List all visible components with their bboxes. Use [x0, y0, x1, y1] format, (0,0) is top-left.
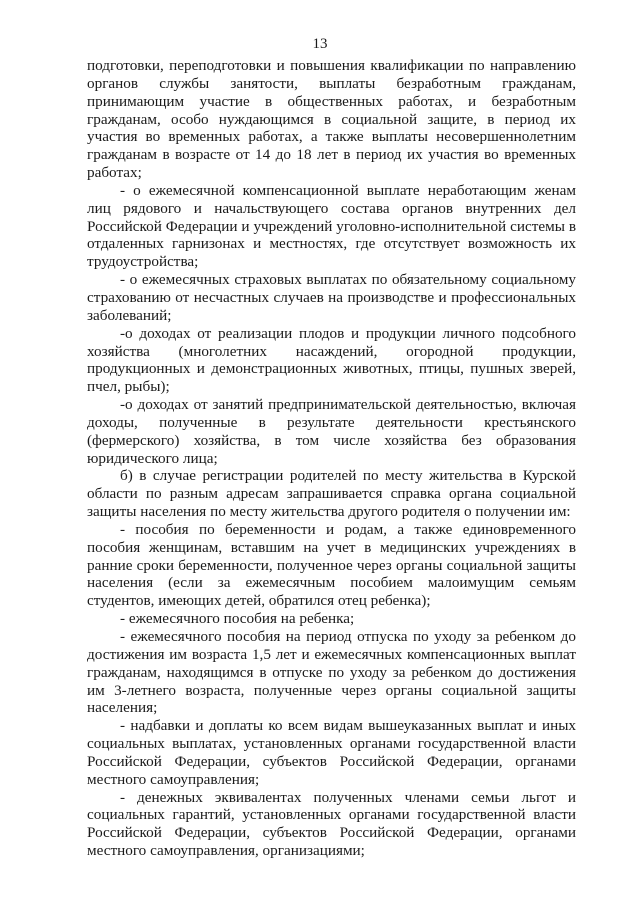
paragraph-household-income: -о доходах от реализации плодов и продукции личного подсобного хозяйства (многолетних насаждений, огородной продукции, продукционных и демонстрационных животных, птицы, пушных зверей, пчел, рыбы);: [87, 324, 576, 396]
paragraph-insurance-payments: - о ежемесячных страховых выплатах по обязательному социальному страхованию от несчастных случаев на производстве и профессиональных заболеваний;: [87, 271, 576, 324]
document-body: [87, 57, 576, 860]
paragraph-childcare-leave: - ежемесячного пособия на период отпуска по уходу за ребенком до достижения им возраста 1,5 лет и ежемесячных компенсационных выплат гражданам, находящимся в отпуске по уходу за ребенком до достижения им 3-летнего возраста, полученные через органы социальной защиты населения;: [87, 628, 576, 717]
paragraph-child-benefit: - ежемесячного пособия на ребенка;: [120, 610, 355, 628]
page-number: 13: [312, 36, 328, 52]
paragraph-monetary-equivalents: - денежных эквивалентах полученных членами семьи льгот и социальных гарантий, установленных органами государственной власти Российской Федерации, субъектов Российской Федерации, органами местного самоуправления, организациями;: [87, 788, 576, 860]
paragraph-compensation-wives: - о ежемесячной компенсационной выплате неработающим женам лиц рядового и начальствующего состава органов внутренних дел Российской Федерации и учреждений уголовно-исполнительной системы в отдаленных гарнизонах и местностях, где отсутствует возможность их трудоустройства;: [87, 181, 576, 271]
paragraph-maternity-benefit: - пособия по беременности и родам, а также единовременного пособия женщинам, вставшим на учет в медицинских учреждениях в ранние сроки беременности, полученное через органы социальной защиты населения (если за ежемесячным пособием малоимущим семьям студентов, имеющих детей, обратился отец ребенка);: [87, 520, 576, 610]
paragraph-continuation: подготовки, переподготовки и повышения квалификации по направлению органов службы занятости, выплаты безработным гражданам, принимающим участие в общественных работах, и безработным гражданам, особо нуждающимся в социальной защите, в период их участия во временных работах, а также выплаты несовершеннолетним гражданам в возрасте от 14 до 18 лет в период их участия во временных работах;: [87, 57, 576, 182]
paragraph-registration-case: б) в случае регистрации родителей по месту жительства в Курской области по разным адресам запрашивается справка органа социальной защиты населения по месту жительства другого родителя о получении им:: [87, 467, 576, 521]
paragraph-supplements: - надбавки и доплаты ко всем видам вышеуказанных выплат и иных социальных выплатах, установленных органами государственной власти Российской Федерации, субъектов Российской Федерации, органами местного самоуправления;: [87, 717, 576, 788]
paragraph-business-income: -о доходах от занятий предпринимательской деятельностью, включая доходы, полученные в результате деятельности крестьянского (фермерского) хозяйства, в том числе хозяйства без образования юридического лица;: [87, 396, 576, 467]
